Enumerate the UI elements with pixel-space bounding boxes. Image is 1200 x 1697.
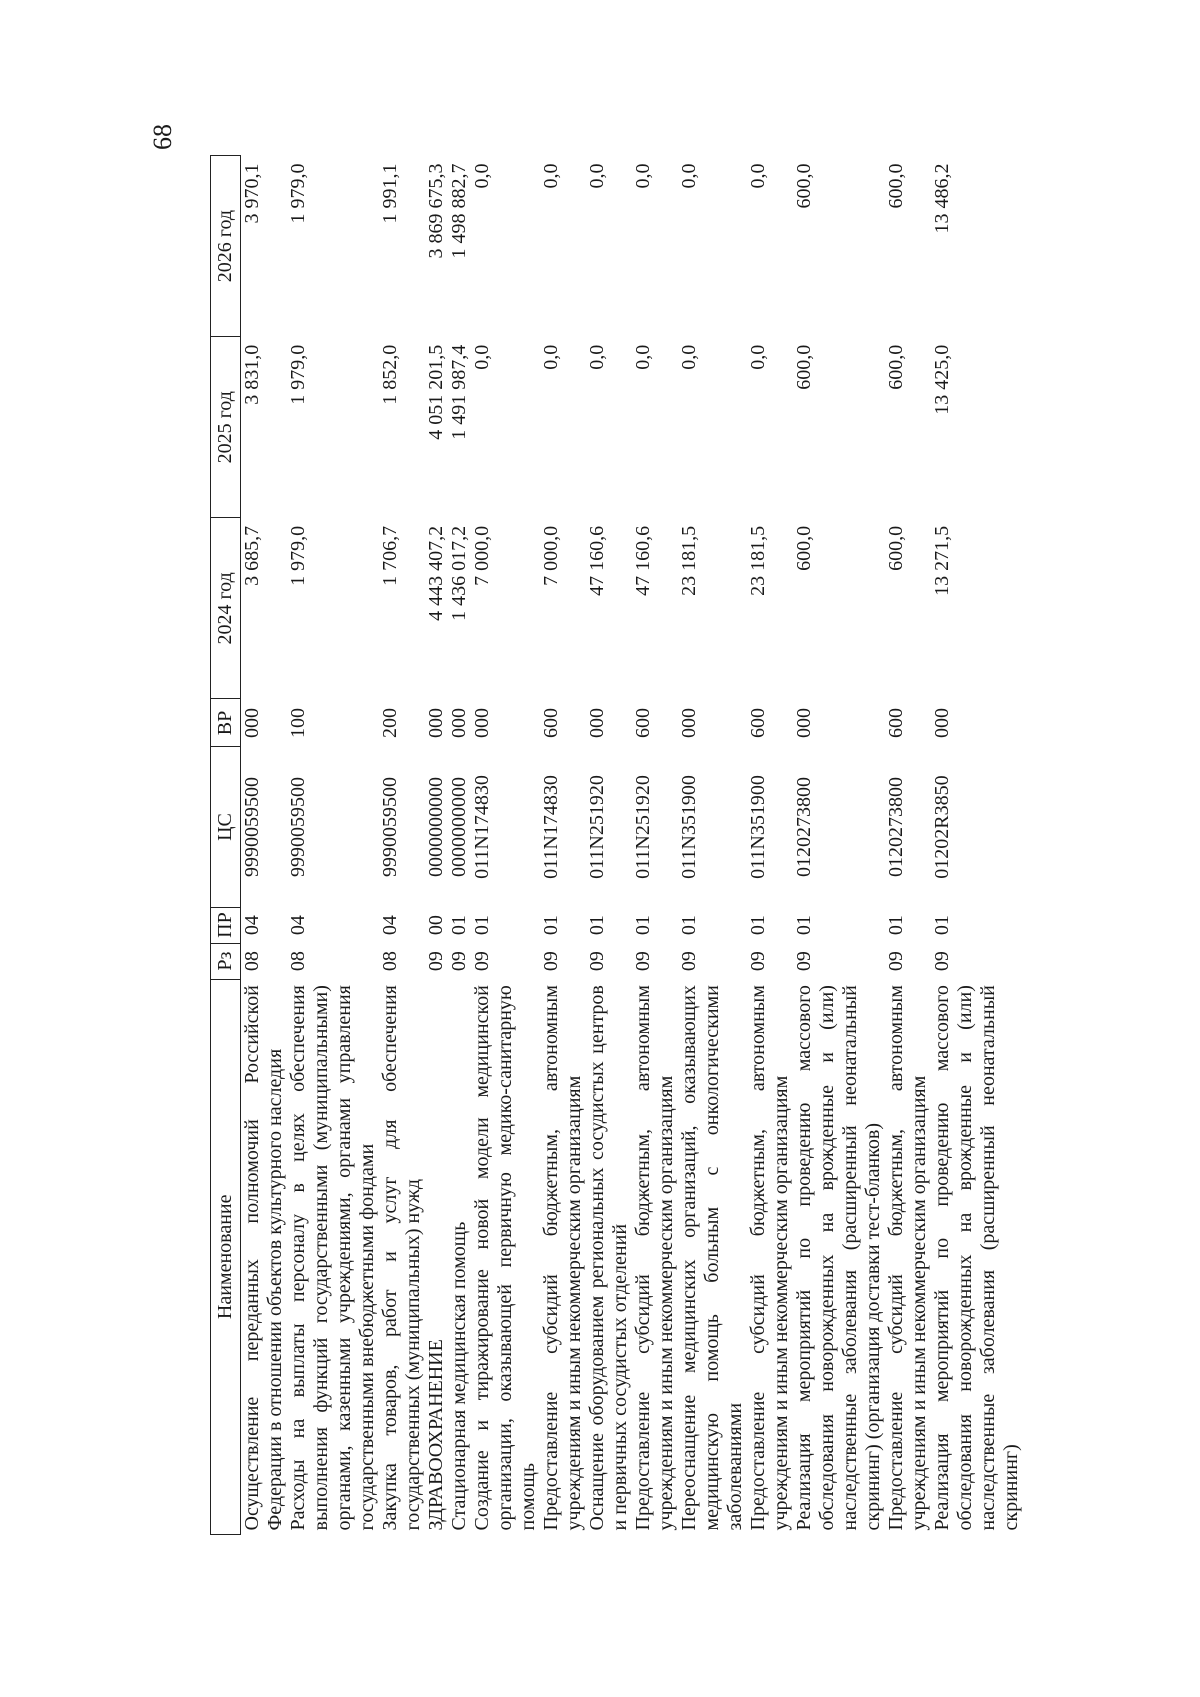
row-vr: 000 (678, 707, 700, 738)
row-rz: 08 (241, 951, 263, 972)
row-2026: 600,0 (885, 163, 907, 209)
header-pr: ПР (211, 907, 241, 943)
row-vr: 600 (540, 707, 562, 738)
row-name: Закупка товаров, работ и услуг для обеспечения государственных (муниципальных) нужд (379, 985, 424, 1531)
table-row (287, 156, 379, 1535)
header-vr: ВР (211, 699, 241, 747)
row-pr: 04 (241, 915, 263, 936)
table-row (471, 156, 540, 1535)
row-pr: 00 (425, 915, 447, 936)
row-2026: 3 869 675,3 (425, 163, 447, 259)
table-row (632, 156, 678, 1535)
row-name: Оснащение оборудованием региональных сосудистых центров и первичных сосудистых отделений (586, 985, 631, 1531)
header-cs: ЦС (211, 747, 241, 907)
table-row (586, 156, 632, 1535)
row-2026: 0,0 (747, 163, 769, 189)
row-2025: 0,0 (632, 344, 654, 370)
row-rz: 09 (632, 951, 654, 972)
row-pr: 01 (448, 915, 470, 936)
header-2024: 2024 год (211, 518, 241, 699)
page-number: 68 (148, 124, 177, 150)
table-row (379, 156, 425, 1535)
row-cs: 0000000000 (425, 777, 447, 878)
row-vr: 000 (471, 707, 493, 738)
row-2024: 1 979,0 (287, 525, 309, 586)
row-name: Предоставление субсидий бюджетным, автономным учреждениям и иным некоммерческим организациям (632, 985, 677, 1531)
row-pr: 01 (747, 915, 769, 936)
row-2024: 600,0 (793, 525, 815, 571)
row-2026: 600,0 (793, 163, 815, 209)
row-cs: 9990059500 (379, 777, 401, 878)
row-rz: 09 (931, 951, 953, 972)
table-row (793, 156, 885, 1535)
row-name: Расходы на выплаты персоналу в целях обеспечения выполнения функций государственными (муниципальными) органами, казенными учреждениями, органами управления государственными внебюджетными фондами (287, 985, 378, 1531)
row-rz: 09 (747, 951, 769, 972)
row-cs: 0120273800 (885, 777, 907, 878)
row-2024: 3 685,7 (241, 525, 263, 586)
row-2026: 0,0 (586, 163, 608, 189)
row-pr: 01 (885, 915, 907, 936)
row-rz: 09 (448, 951, 470, 972)
row-pr: 01 (586, 915, 608, 936)
row-rz: 08 (287, 951, 309, 972)
row-pr: 01 (632, 915, 654, 936)
budget-table (210, 155, 1027, 1535)
row-2026: 0,0 (678, 163, 700, 189)
row-2026: 13 486,2 (931, 163, 953, 234)
table-row (747, 156, 793, 1535)
row-vr: 600 (885, 707, 907, 738)
row-rz: 09 (425, 951, 447, 972)
table-row (678, 156, 747, 1535)
row-2024: 23 181,5 (747, 525, 769, 596)
table-row (931, 156, 1027, 1535)
row-2024: 1 436 017,2 (448, 525, 470, 621)
row-pr: 01 (931, 915, 953, 936)
row-vr: 000 (448, 707, 470, 738)
row-pr: 01 (793, 915, 815, 936)
row-rz: 09 (540, 951, 562, 972)
row-2025: 3 831,0 (241, 344, 263, 405)
row-name: Реализация мероприятий по проведению массового обследования новорожденных на врожденные и (или) наследственные заболевания (расширенный неонатальный скрининг) (931, 985, 1022, 1531)
row-pr: 04 (379, 915, 401, 936)
row-name: Создание и тиражирование новой модели медицинской организации, оказывающей первичную медико-санитарную помощь (471, 985, 539, 1531)
table-row (425, 156, 448, 1535)
row-2024: 600,0 (885, 525, 907, 571)
row-vr: 000 (793, 707, 815, 738)
row-cs: 011N351900 (678, 775, 700, 879)
row-2025: 600,0 (793, 344, 815, 390)
row-rz: 08 (379, 951, 401, 972)
row-2025: 0,0 (586, 344, 608, 370)
row-2024: 4 443 407,2 (425, 525, 447, 621)
header-2025: 2025 год (211, 337, 241, 518)
row-2025: 600,0 (885, 344, 907, 390)
table-header-row (211, 156, 241, 1535)
header-rz: Рз (211, 943, 241, 979)
row-2025: 1 491 987,4 (448, 344, 470, 440)
row-name: Предоставление субсидий бюджетным, автономным учреждениям и иным некоммерческим организациям (747, 985, 792, 1531)
row-name: Предоставление субсидий бюджетным, автономным учреждениям и иным некоммерческим организациям (540, 985, 585, 1531)
rotated-page-content (210, 155, 1200, 1535)
row-pr: 04 (287, 915, 309, 936)
row-vr: 200 (379, 707, 401, 738)
row-cs: 011N251920 (586, 775, 608, 879)
row-pr: 01 (471, 915, 493, 936)
header-name: Наименование (211, 979, 241, 1534)
table-row (885, 156, 931, 1535)
row-cs: 9990059500 (241, 777, 263, 878)
row-cs: 9990059500 (287, 777, 309, 878)
row-cs: 011N174830 (471, 775, 493, 879)
row-vr: 000 (425, 707, 447, 738)
row-vr: 000 (586, 707, 608, 738)
row-name: Переоснащение медицинских организаций, оказывающих медицинскую помощь больным с онкологическими заболеваниями (678, 985, 746, 1531)
row-vr: 000 (241, 707, 263, 738)
row-2026: 3 970,1 (241, 163, 263, 224)
row-2025: 1 852,0 (379, 344, 401, 405)
row-pr: 01 (540, 915, 562, 936)
row-2026: 0,0 (471, 163, 493, 189)
row-2024: 7 000,0 (540, 525, 562, 586)
row-vr: 000 (931, 707, 953, 738)
row-rz: 09 (885, 951, 907, 972)
row-cs: 01202R3850 (931, 775, 953, 879)
row-2025: 1 979,0 (287, 344, 309, 405)
row-vr: 600 (632, 707, 654, 738)
row-2025: 0,0 (678, 344, 700, 370)
row-rz: 09 (471, 951, 493, 972)
row-2024: 13 271,5 (931, 525, 953, 596)
row-2026: 0,0 (540, 163, 562, 189)
row-rz: 09 (586, 951, 608, 972)
row-name: Предоставление субсидий бюджетным, автономным учреждениям и иным некоммерческим организациям (885, 985, 930, 1531)
row-2025: 13 425,0 (931, 344, 953, 415)
row-2026: 1 991,1 (379, 163, 401, 224)
row-2025: 0,0 (471, 344, 493, 370)
row-2024: 1 706,7 (379, 525, 401, 586)
table-row (448, 156, 471, 1535)
row-2026: 1 498 882,7 (448, 163, 470, 259)
row-cs: 011N351900 (747, 775, 769, 879)
row-2025: 0,0 (540, 344, 562, 370)
row-name: ЗДРАВООХРАНЕНИЕ (425, 1339, 447, 1531)
row-name: Реализация мероприятий по проведению массового обследования новорожденных на врожденные и (или) наследственные заболевания (расширенный неонатальный скрининг) (организация доставки тест-бланков) (793, 985, 884, 1531)
row-cs: 0120273800 (793, 777, 815, 878)
row-2024: 47 160,6 (586, 525, 608, 596)
row-rz: 09 (678, 951, 700, 972)
row-cs: 011N251920 (632, 775, 654, 879)
table-row (540, 156, 586, 1535)
row-2025: 0,0 (747, 344, 769, 370)
header-2026: 2026 год (211, 156, 241, 337)
row-2024: 23 181,5 (678, 525, 700, 596)
row-cs: 0000000000 (448, 777, 470, 878)
table-row (241, 156, 288, 1535)
row-name: Осуществление переданных полномочий Российской Федерации в отношении объектов культурного наследия (241, 985, 286, 1531)
row-vr: 100 (287, 707, 309, 738)
row-2024: 7 000,0 (471, 525, 493, 586)
row-cs: 011N174830 (540, 775, 562, 879)
row-vr: 600 (747, 707, 769, 738)
row-name: Стационарная медицинская помощь (448, 1221, 470, 1531)
row-2024: 47 160,6 (632, 525, 654, 596)
row-rz: 09 (793, 951, 815, 972)
row-pr: 01 (678, 915, 700, 936)
row-2025: 4 051 201,5 (425, 344, 447, 440)
row-2026: 1 979,0 (287, 163, 309, 224)
row-2026: 0,0 (632, 163, 654, 189)
